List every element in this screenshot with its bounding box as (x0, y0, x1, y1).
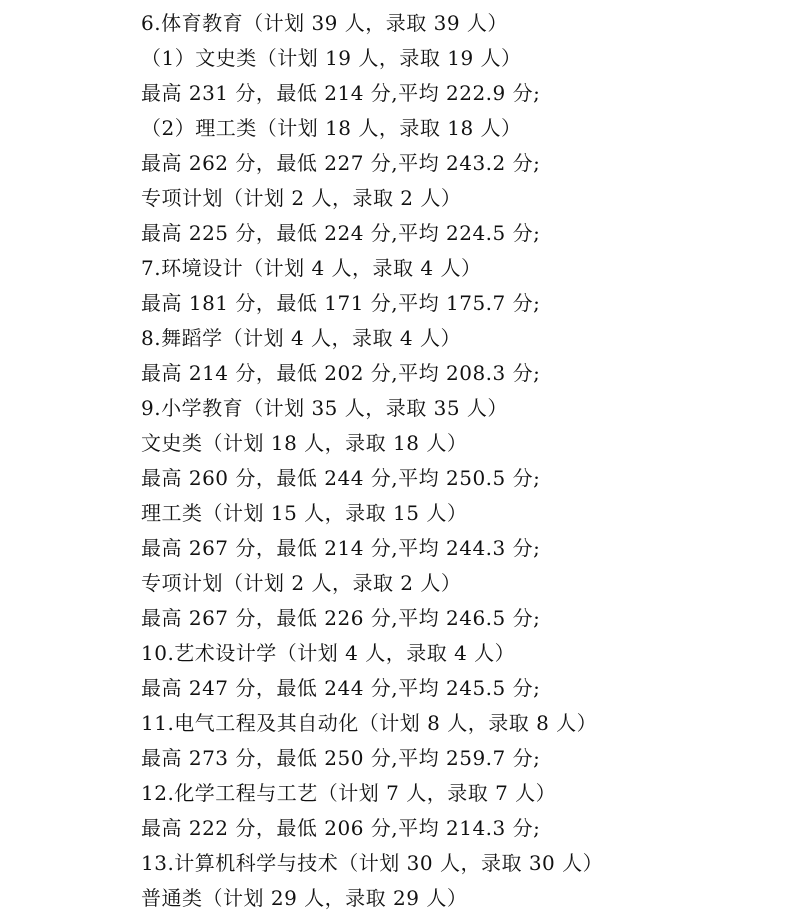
major-heading-dance: 8.舞蹈学（计划 4 人，录取 4 人） (141, 326, 461, 350)
major-heading-art-design: 10.艺术设计学（计划 4 人，录取 4 人） (141, 641, 516, 665)
major-heading-chemical-engineering: 12.化学工程与工艺（计划 7 人，录取 7 人） (141, 781, 557, 805)
major-heading-electrical-engineering: 11.电气工程及其自动化（计划 8 人，录取 8 人） (141, 711, 598, 735)
category-liberal-arts: （1）文史类（计划 19 人，录取 19 人） (141, 46, 522, 70)
score-line: 最高 222 分，最低 206 分,平均 214.3 分; (141, 816, 541, 840)
score-line: 最高 214 分，最低 202 分,平均 208.3 分; (141, 361, 541, 385)
score-line: 最高 267 分，最低 214 分,平均 244.3 分; (141, 536, 541, 560)
major-heading-sports-education: 6.体育教育（计划 39 人，录取 39 人） (141, 11, 508, 35)
score-line: 最高 247 分，最低 244 分,平均 245.5 分; (141, 676, 541, 700)
category-science: 理工类（计划 15 人，录取 15 人） (141, 501, 468, 525)
category-science: （2）理工类（计划 18 人，录取 18 人） (141, 116, 522, 140)
category-special-plan: 专项计划（计划 2 人，录取 2 人） (141, 571, 462, 595)
category-liberal-arts: 文史类（计划 18 人，录取 18 人） (141, 431, 468, 455)
score-line: 最高 260 分，最低 244 分,平均 250.5 分; (141, 466, 541, 490)
major-heading-environmental-design: 7.环境设计（计划 4 人，录取 4 人） (141, 256, 482, 280)
score-line: 最高 181 分，最低 171 分,平均 175.7 分; (141, 291, 541, 315)
category-general: 普通类（计划 29 人，录取 29 人） (141, 886, 468, 910)
score-line: 最高 225 分，最低 224 分,平均 224.5 分; (141, 221, 541, 245)
major-heading-primary-education: 9.小学教育（计划 35 人，录取 35 人） (141, 396, 508, 420)
category-special-plan: 专项计划（计划 2 人，录取 2 人） (141, 186, 462, 210)
score-line: 最高 231 分，最低 214 分,平均 222.9 分; (141, 81, 541, 105)
major-heading-computer-science: 13.计算机科学与技术（计划 30 人，录取 30 人） (141, 851, 604, 875)
score-line: 最高 262 分，最低 227 分,平均 243.2 分; (141, 151, 541, 175)
score-line: 最高 267 分，最低 226 分,平均 246.5 分; (141, 606, 541, 630)
score-line: 最高 273 分，最低 250 分,平均 259.7 分; (141, 746, 541, 770)
admission-score-list (141, 6, 603, 916)
